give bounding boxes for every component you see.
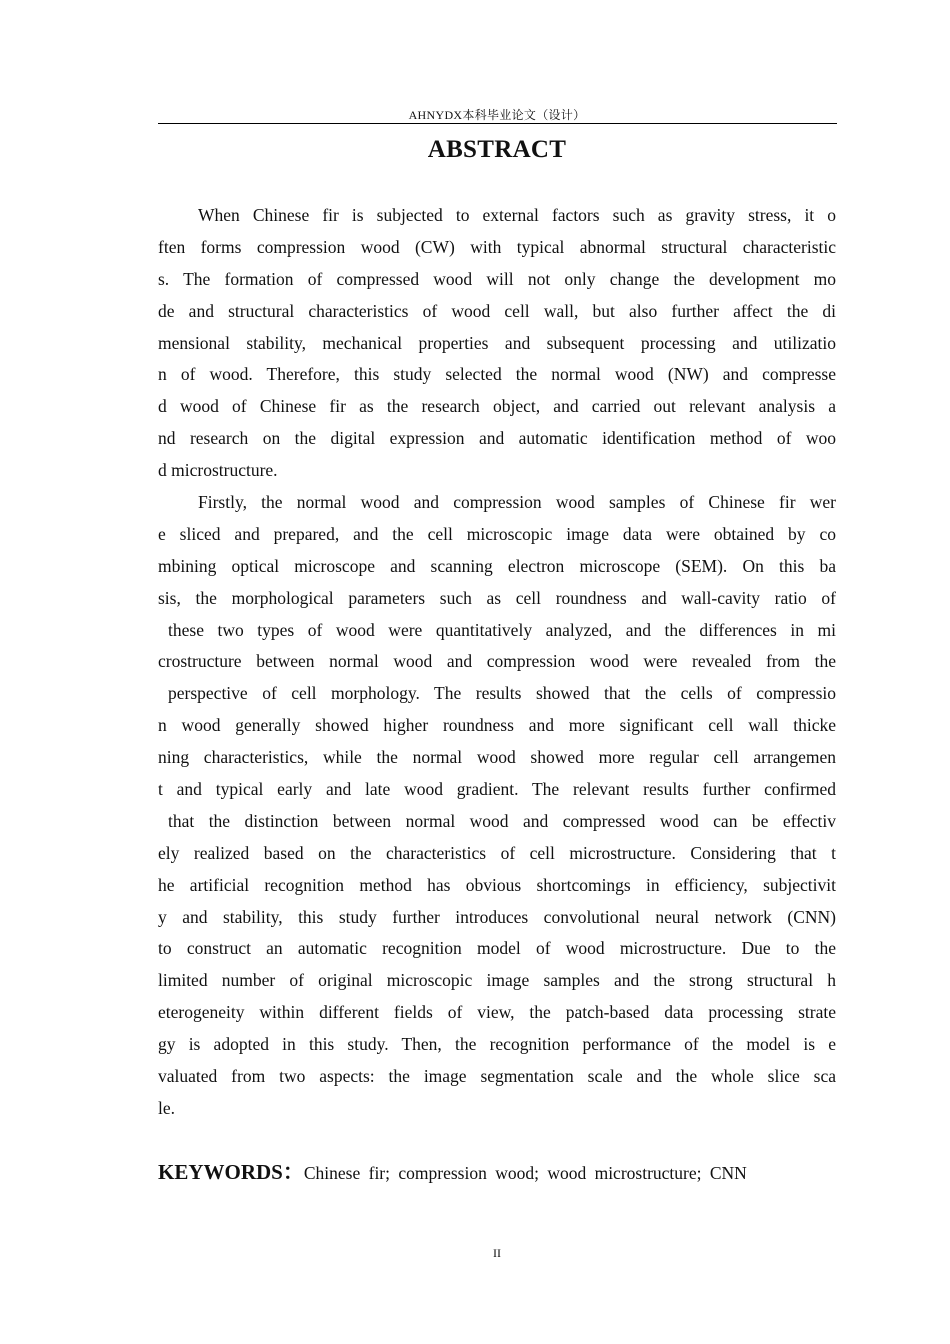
paragraph-line: n of wood. Therefore, this study selected the normal wood (NW) and compresse (158, 364, 836, 385)
paragraph-line: gy is adopted in this study. Then, the recognition performance of the model is e (158, 1034, 836, 1055)
paragraph-line: sis, the morphological parameters such as cell roundness and wall-cavity ratio of (158, 587, 836, 608)
paragraph-line: When Chinese fir is subjected to external factors such as gravity stress, it o (198, 205, 836, 225)
paragraph-line: mbining optical microscope and scanning electron microscope (SEM). On this ba (158, 555, 836, 576)
paragraph-line: de and structural characteristics of wood cell wall, but also further affect the di (158, 300, 836, 321)
paragraph-line: e sliced and prepared, and the cell microscopic image data were obtained by co (158, 523, 836, 544)
paragraph-line: ely realized based on the characteristics of cell microstructure. Considering that t (158, 842, 836, 863)
paragraph-line: t and typical early and late wood gradient. The relevant results further confirmed (158, 779, 836, 800)
keywords-label: KEYWORDS： (158, 1160, 304, 1184)
paragraph-line: to construct an automatic recognition model of wood microstructure. Due to the (158, 938, 836, 959)
paragraph-line: valuated from two aspects: the image segmentation scale and the whole slice sca (158, 1066, 836, 1087)
paragraph-line: s. The formation of compressed wood will not only change the development mo (158, 268, 836, 289)
paragraph-line: he artificial recognition method has obvious shortcomings in efficiency, subjectivit (158, 874, 836, 895)
paragraph-line: perspective of cell morphology. The results showed that the cells of compressio (168, 683, 836, 704)
paragraph-line: mensional stability, mechanical properties and subsequent processing and utilizatio (158, 332, 836, 353)
abstract-body (158, 200, 836, 1125)
header-rule (158, 123, 837, 124)
paragraph-line: nd research on the digital expression and automatic identification method of woo (158, 428, 836, 449)
paragraph-line: d wood of Chinese fir as the research object, and carried out relevant analysis a (158, 396, 836, 417)
paragraph-line: ning characteristics, while the normal wood showed more regular cell arrangemen (158, 747, 836, 768)
paragraph-line: Firstly, the normal wood and compression wood samples of Chinese fir wer (198, 492, 836, 513)
paragraph-line: eterogeneity within different fields of view, the patch-based data processing strate (158, 1002, 836, 1023)
paragraph-line: ften forms compression wood (CW) with typical abnormal structural characteristic (158, 236, 836, 257)
paragraph-line: that the distinction between normal wood and compressed wood can be effectiv (168, 810, 836, 831)
paragraph-line: n wood generally showed higher roundness and more significant cell wall thicke (158, 715, 836, 736)
paragraph-line: le. (158, 1097, 176, 1118)
paragraph-line: crostructure between normal wood and compression wood were revealed from the (158, 651, 836, 672)
page-number: II (493, 1246, 501, 1260)
keywords-line (158, 1156, 836, 1189)
paragraph-line: these two types of wood were quantitatively analyzed, and the differences in mi (168, 619, 836, 640)
paragraph-line: limited number of original microscopic image samples and the strong structural h (158, 970, 836, 991)
paragraph-line: y and stability, this study further introduces convolutional neural network (CNN) (158, 906, 836, 927)
running-header: AHNYDX本科毕业论文（设计） (408, 108, 586, 122)
paragraph-line: d microstructure. (158, 460, 278, 481)
keywords-text: Chinese fir; compression wood; wood microstructure; CNN (303, 1163, 747, 1183)
abstract-title: ABSTRACT (427, 136, 567, 163)
